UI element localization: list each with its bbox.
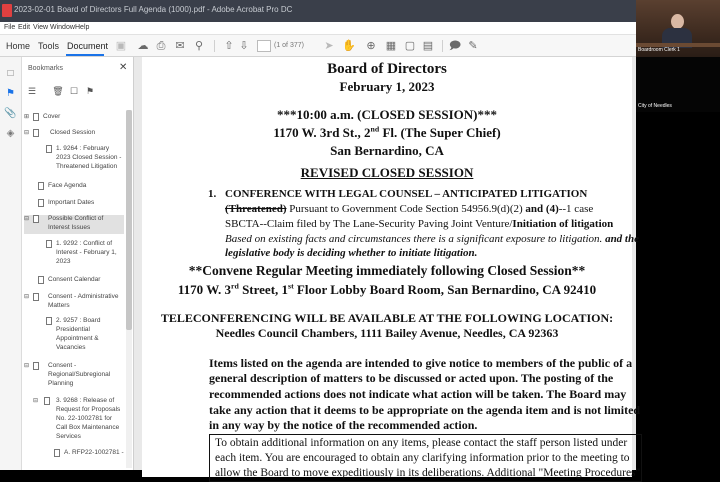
toolbar bbox=[0, 35, 636, 57]
bookmark-item-9292[interactable] bbox=[24, 240, 124, 268]
video-tile-boardroom[interactable] bbox=[636, 0, 720, 57]
notice-line: allow the Board to move expeditiously in its deliberations. Additional "Meeting Procedures" bbox=[215, 467, 641, 479]
email-icon[interactable]: ✉ bbox=[175, 40, 185, 52]
bookmark-conflict-of-interest[interactable] bbox=[24, 215, 124, 234]
para-line: recommended actions does not indicate what action will be taken. The Board may bbox=[209, 387, 627, 401]
bookmark-label-line: Threatened Litigation bbox=[56, 163, 118, 170]
bookmark-label-line: 3. 9268 : Release of bbox=[56, 397, 115, 404]
bookmark-label-line: Vacancies bbox=[56, 344, 86, 351]
zoom-tool-icon[interactable]: ⊕ bbox=[366, 40, 376, 52]
collapse-icon[interactable]: ⊟ bbox=[24, 130, 30, 136]
edit-pdf-icon[interactable]: ▢ bbox=[404, 40, 416, 52]
participant-name: Boardroom Clerk 1 bbox=[638, 47, 680, 53]
item-line-4: Based on existing facts and circumstances there is a significant exposure to litigation. and the bbox=[225, 233, 639, 245]
title-bar bbox=[0, 0, 636, 22]
tab-tools[interactable]: Tools bbox=[38, 41, 60, 51]
bookmark-list bbox=[22, 107, 126, 470]
page-count: (1 of 377) bbox=[274, 42, 304, 49]
bookmark-label-line: 2023 bbox=[56, 258, 71, 265]
new-bookmark-icon[interactable]: ☐ bbox=[69, 86, 79, 96]
previous-page-icon[interactable]: ⇧ bbox=[224, 40, 234, 52]
bookmark-label-line: Services bbox=[56, 433, 81, 440]
bookmark-label-line: Matters bbox=[48, 302, 70, 309]
doc-lobby-address: 1170 W. 3rd Street, 1st Floor Lobby Board Room, San Bernardino, CA 92410 bbox=[177, 281, 597, 297]
bookmark-icon[interactable]: ⚑ bbox=[6, 88, 15, 99]
scrollbar-thumb[interactable] bbox=[126, 110, 132, 330]
document-viewport[interactable] bbox=[134, 57, 641, 479]
tab-document[interactable]: Document bbox=[67, 41, 109, 51]
bookmark-page-icon bbox=[54, 449, 60, 457]
bookmark-page-icon bbox=[38, 182, 44, 190]
doc-date: February 1, 2023 bbox=[339, 79, 435, 94]
save-icon[interactable]: ▣ bbox=[115, 40, 127, 52]
bookmark-label-line: Request for Proposals bbox=[56, 406, 121, 413]
bookmark-consent-calendar[interactable]: Consent Calendar bbox=[24, 276, 124, 285]
options-menu-icon[interactable]: ☰ bbox=[27, 86, 37, 96]
bookmark-item-9257[interactable] bbox=[24, 317, 124, 354]
bookmark-closed-session[interactable]: ⊟ Closed Session bbox=[24, 129, 96, 136]
bookmark-label-line: Interest - February 1, bbox=[56, 249, 117, 256]
menu-bar bbox=[0, 22, 636, 35]
bookmark-label-line: Appointment & bbox=[56, 335, 99, 342]
bookmark-page-icon bbox=[38, 199, 44, 207]
doc-address: 1170 W. 3rd St., 2nd Fl. (The Super Chief) bbox=[273, 124, 501, 140]
bookmark-consent-regional[interactable] bbox=[24, 362, 124, 390]
doc-heading: Board of Directors bbox=[327, 61, 447, 77]
bookmark-label-line: Presidential bbox=[56, 326, 90, 333]
next-page-icon[interactable]: ⇩ bbox=[239, 40, 249, 52]
export-pdf-icon[interactable]: ▦ bbox=[385, 40, 397, 52]
bookmark-label-line: 1. 9292 : Conflict of bbox=[56, 240, 113, 247]
window-title: 2023-02-01 Board of Directors Full Agenda (1000).pdf - Adobe Acrobat Pro DC bbox=[14, 5, 293, 14]
bookmark-item-9264[interactable] bbox=[24, 145, 124, 173]
bookmark-item-9268[interactable] bbox=[24, 397, 124, 443]
menu-window[interactable]: Window bbox=[50, 24, 75, 31]
item-line-2: (Threatened) Pursuant to Government Code Section 54956.9(d)(2) and (4)--1 case bbox=[225, 203, 594, 215]
page-thumbnails-icon[interactable]: □ bbox=[7, 68, 14, 79]
bookmark-consent-administrative[interactable] bbox=[24, 293, 124, 312]
notice-line: To obtain additional information on any items, please contact the staff person listed under bbox=[215, 437, 628, 449]
para-line: general description of matters to be discussed or acted upon. The posting of the bbox=[209, 371, 614, 385]
bookmarks-scrollbar[interactable] bbox=[126, 110, 132, 468]
pdf-page bbox=[142, 57, 641, 479]
tab-home[interactable]: Home bbox=[6, 41, 31, 51]
bookmark-label-line: No. 22-1002781 for bbox=[56, 415, 113, 422]
bookmark-page-icon bbox=[33, 129, 39, 137]
bookmark-label-line: Interest Issues bbox=[48, 224, 91, 231]
para-line: in any way by the notice of the recommended action. bbox=[209, 418, 478, 432]
navigation-rail bbox=[0, 57, 22, 470]
panel-title: Bookmarks bbox=[28, 65, 64, 72]
collapse-icon[interactable]: ⊟ bbox=[24, 363, 30, 369]
layers-icon[interactable]: ◈ bbox=[6, 128, 15, 139]
participant-head bbox=[671, 14, 684, 29]
pdf-file-icon bbox=[2, 4, 12, 17]
upload-cloud-icon[interactable]: ☁ bbox=[137, 40, 149, 52]
doc-teleconference: TELECONFERENCING WILL BE AVAILABLE AT THE FOLLOWING LOCATION: bbox=[160, 311, 614, 325]
fax-print-icon[interactable]: ▤ bbox=[422, 40, 434, 52]
doc-session-time: ***10:00 a.m. (CLOSED SESSION)*** bbox=[277, 107, 497, 122]
video-tile-needles[interactable] bbox=[636, 57, 720, 112]
bookmark-label-line: 2023 Closed Session - bbox=[56, 154, 122, 161]
print-icon[interactable]: ⎙ bbox=[156, 40, 166, 52]
toolbar-separator bbox=[214, 40, 215, 52]
bookmark-page-icon bbox=[33, 293, 39, 301]
delete-icon[interactable]: 🗑 bbox=[52, 86, 64, 96]
para-line: take any action that it deems to be appropriate on the agenda item and is not limited bbox=[209, 403, 641, 417]
tag-bookmark-icon[interactable]: ⚑ bbox=[85, 86, 95, 96]
hand-tool-icon[interactable]: ✋ bbox=[342, 40, 356, 52]
comment-icon[interactable]: 🗩 bbox=[448, 40, 462, 52]
bookmark-page-icon bbox=[33, 113, 39, 121]
doc-city: San Bernardino, CA bbox=[330, 143, 444, 158]
bookmark-cover[interactable]: ⊞ Cover bbox=[24, 113, 61, 120]
para-line: Items listed on the agenda are intended to give notice to members of the public of a bbox=[209, 356, 633, 370]
bookmark-page-icon bbox=[44, 397, 50, 405]
bookmark-page-icon bbox=[46, 317, 52, 325]
bookmark-label-line: 1. 9264 : February bbox=[56, 145, 110, 152]
item-title: CONFERENCE WITH LEGAL COUNSEL – ANTICIPATED LITIGATION bbox=[225, 188, 588, 200]
bookmark-page-icon bbox=[33, 215, 39, 223]
pen-sign-icon[interactable]: ✎ bbox=[468, 40, 478, 52]
bookmarks-panel bbox=[22, 57, 134, 470]
attachment-icon[interactable]: 📎 bbox=[4, 108, 17, 119]
item-line-5: legislative body is deciding whether to initiate litigation. bbox=[225, 247, 478, 259]
item-number: 1. bbox=[208, 188, 217, 200]
menu-edit[interactable]: Edit bbox=[18, 24, 31, 31]
bookmark-face-agenda[interactable]: Face Agenda bbox=[24, 182, 124, 191]
active-tab-indicator bbox=[66, 54, 104, 56]
bookmark-label-line: Consent - Administrative bbox=[48, 293, 119, 300]
doc-revised-heading: REVISED CLOSED SESSION bbox=[300, 165, 474, 180]
page-number-input[interactable] bbox=[257, 40, 271, 52]
collapse-icon[interactable]: ⊟ bbox=[24, 294, 30, 300]
bookmark-label-line: 2. 9257 : Board bbox=[56, 317, 101, 324]
item-line-3: SBCTA--Claim filed by The Lane-Security Paving Joint Venture/Initiation of litigation bbox=[225, 218, 614, 230]
bookmark-label-line: Call Box Maintenance bbox=[56, 424, 120, 431]
bookmark-page-icon bbox=[33, 362, 39, 370]
video-gallery bbox=[636, 0, 720, 112]
close-icon[interactable]: ✕ bbox=[119, 62, 128, 73]
select-tool-icon[interactable]: ➤ bbox=[324, 40, 334, 52]
toolbar-separator bbox=[442, 40, 443, 52]
doc-teleconference-location: Needles Council Chambers, 1111 Bailey Avenue, Needles, CA 92363 bbox=[215, 326, 559, 340]
bookmark-important-dates[interactable]: Important Dates bbox=[24, 199, 124, 208]
bookmark-rfp-attachment[interactable]: A. RFP22-1002781 - bbox=[24, 449, 124, 458]
bookmark-page-icon bbox=[46, 240, 52, 248]
collapse-icon[interactable]: ⊟ bbox=[24, 216, 30, 222]
bookmark-label-line: Regional/Subregional bbox=[48, 371, 111, 378]
bookmark-label-line: Consent - bbox=[48, 362, 77, 369]
notice-line: each item. You are encouraged to obtain any clarifying information prior to the meeting to bbox=[215, 452, 630, 464]
menu-view[interactable]: View bbox=[33, 24, 49, 31]
bookmark-page-icon bbox=[46, 145, 52, 153]
menu-file[interactable]: File bbox=[4, 24, 16, 31]
bookmark-label-line: Possible Conflict of bbox=[48, 215, 104, 222]
collapse-icon[interactable]: ⊟ bbox=[33, 398, 39, 404]
bookmark-page-icon bbox=[38, 276, 44, 284]
bookmark-label-line: Planning bbox=[48, 380, 74, 387]
doc-convene: **Convene Regular Meeting immediately following Closed Session** bbox=[188, 263, 586, 278]
participant-name: City of Needles bbox=[638, 103, 672, 109]
expand-icon[interactable]: ⊞ bbox=[24, 114, 30, 120]
menu-help[interactable]: Help bbox=[75, 24, 90, 31]
search-icon[interactable]: ⚲ bbox=[194, 40, 204, 52]
